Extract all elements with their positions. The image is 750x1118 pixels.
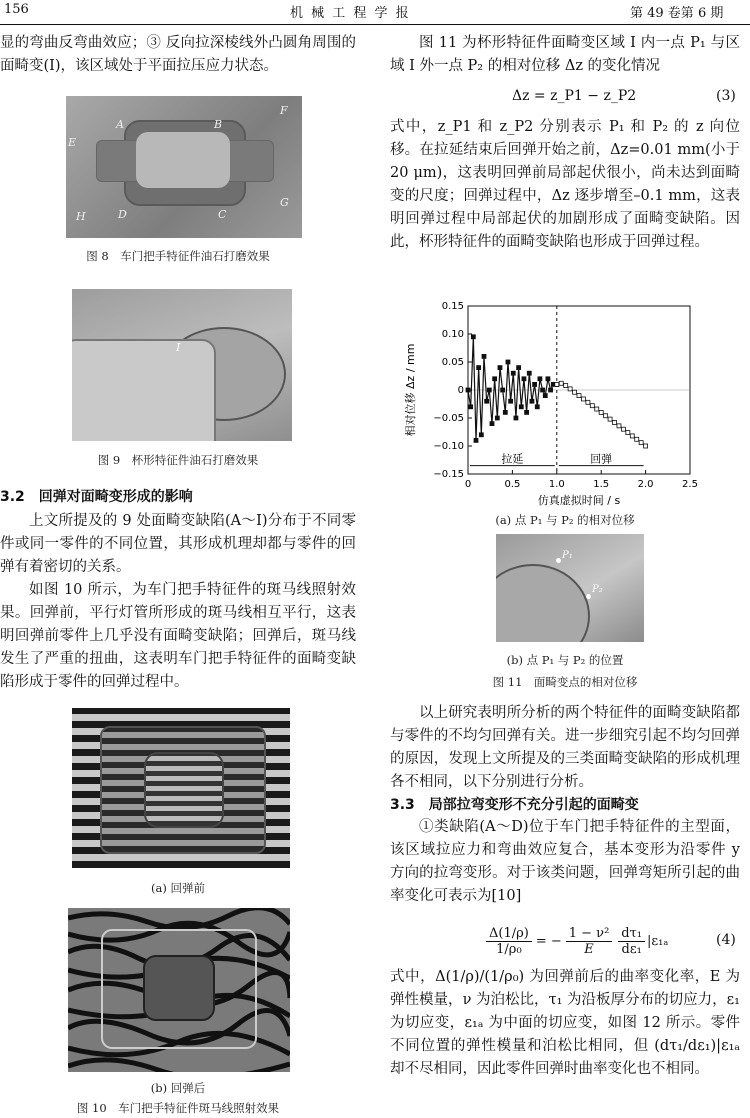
paragraph: 图 11 为杯形特征件面畸变区域 I 内一点 P₁ 与区域 I 外一点 P₂ 的相对位移 Δz 的变化情况 xyxy=(390,35,740,74)
header-rule xyxy=(0,24,750,25)
eq4-frac2-num: 1 − ν² xyxy=(566,926,613,942)
series-point xyxy=(511,371,515,375)
paragraph: 如图 10 所示，为车门把手特征件的斑马线照射效果。回弹前，平行灯管所形成的斑马线相互平行，这表明回弹前零件上几乎没有面畸变缺陷；回弹后，斑马线发生了严重的扭曲，这表明车门把手特征件的面畸变缺陷形成于零件的回弹过程中。 xyxy=(0,582,356,690)
series-point xyxy=(635,437,639,441)
series-point xyxy=(621,427,625,431)
x-axis-label: 仿真虚拟时间 / s xyxy=(537,494,621,507)
paragraph: 式中，z_P1 和 z_P2 分别表示 P₁ 和 P₂ 的 z 向位移。在拉延结束后回弹开始之前，Δz=0.01 mm(小于 20 μm)，这表明回弹前局部起伏很小，尚未达到面畸变的尺度；回弹过程中，Δz 逐步增至–0.1 mm，这表明回弹过程中局部起伏的加剧形成了面畸变缺陷。因此，杯形特征件的面畸变缺陷也形成于回弹过程。 xyxy=(390,119,740,250)
equation-4-number: (4) xyxy=(716,932,736,948)
fig8-label-c: C xyxy=(218,208,227,221)
fig8-caption: 图 8 车门把手特征件油石打磨效果 xyxy=(86,249,270,263)
series-point xyxy=(527,371,531,375)
fig9-caption: 图 9 杯形特征件油石打磨效果 xyxy=(97,453,259,467)
paragraph: 上文所提及的 9 处面畸变缺陷(A～I)分布于不同零件或同一零件的不同位置，其形成机理却都与零件的回弹有着密切的关系。 xyxy=(0,513,356,575)
x-tick-label: 0 xyxy=(464,479,472,490)
series-point xyxy=(573,390,577,394)
fig11-caption: 图 11 面畸变点的相对位移 xyxy=(492,675,638,689)
journal-name: 机 械 工 程 学 报 xyxy=(290,6,411,21)
series-point xyxy=(517,366,521,370)
series-point xyxy=(495,416,499,420)
series-point xyxy=(608,417,612,421)
eq4-tail: |ε₁ₐ xyxy=(647,933,669,949)
series-point xyxy=(564,384,568,388)
left-column-body xyxy=(0,486,356,694)
series-point xyxy=(626,431,630,435)
fig11a-chart xyxy=(400,296,710,528)
x-tick-label: 2.5 xyxy=(682,479,698,490)
series-point xyxy=(604,414,608,418)
fig8-label-g: G xyxy=(280,196,289,209)
x-tick-label: 1.0 xyxy=(548,479,565,490)
right-column-body-3 xyxy=(390,966,740,1081)
series-point xyxy=(493,377,497,381)
series-point xyxy=(538,377,542,381)
paragraph: ①类缺陷(A～D)位于车门把手特征件的主型面，该区域拉应力和弯曲效应复合，基本变形为沿零件 y 方向的拉弯变形。对于该类问题，回弹弯矩所引起的曲率变化可表示为[10] xyxy=(390,819,740,904)
eq4-frac3-den: dε₁ xyxy=(621,941,642,957)
series-point xyxy=(485,399,489,403)
fig8-label-h: H xyxy=(76,210,86,223)
fig8-label-d: D xyxy=(118,208,127,221)
fig8-label-a: A xyxy=(116,118,124,131)
fig9-photo xyxy=(72,289,292,441)
series-point xyxy=(501,388,505,392)
series-point xyxy=(514,416,518,420)
series-point xyxy=(549,388,553,392)
fig11a-caption: (a) 点 P₁ 与 P₂ 的相对位移 xyxy=(495,513,635,527)
equation-4 xyxy=(486,918,668,964)
paragraph: 式中，Δ(1/ρ)/(1/ρ₀) 为回弹前后的曲率变化率，E 为弹性模量，ν 为泊松比，τ₁ 为沿板厚分布的切应力，ε₁ 为切应变，ε₁ₐ 为中面的切应变，如图 12 所示。零件不同位置的弹性模量和泊松比相同，但 (dτ₁/dε₁)|ε₁ₐ 却不尽相同，因此零件回弹时曲率变化也不相同。 xyxy=(390,969,740,1077)
series-point xyxy=(471,335,475,339)
series-point xyxy=(509,399,513,403)
y-tick-label: 0 xyxy=(457,385,464,396)
series-point xyxy=(506,360,510,364)
series-point xyxy=(490,422,494,426)
x-tick-label: 1.5 xyxy=(593,479,610,490)
eq4-frac1-num: Δ(1/ρ) xyxy=(486,926,532,942)
series-point xyxy=(482,354,486,358)
y-axis-label: 相对位移 Δz / mm xyxy=(404,343,417,437)
fig8-label-f: F xyxy=(280,104,288,117)
series-point xyxy=(586,400,590,404)
y-tick-label: −0.05 xyxy=(433,413,464,424)
section-3-2-heading: 3.2 回弹对面畸变形成的影响 xyxy=(0,489,193,505)
series-point xyxy=(546,377,550,381)
fig10a-zebra-before xyxy=(72,708,290,868)
series-point xyxy=(530,399,534,403)
series-point xyxy=(466,388,470,392)
fig10a-caption: (a) 回弹前 xyxy=(151,881,205,895)
eq4-frac3-num: dτ₁ xyxy=(618,926,645,942)
series-point xyxy=(479,433,483,437)
series-point xyxy=(581,397,585,401)
series-point xyxy=(477,366,481,370)
fig10b-distorted-stripes xyxy=(68,908,290,1072)
paragraph: 显的弯曲反弯曲效应；③ 反向拉深棱线外凸圆角周围的面畸变(I)，该区域处于平面拉压应力状态。 xyxy=(0,35,356,74)
left-column xyxy=(0,32,356,80)
running-header xyxy=(0,0,750,24)
equation-3: Δz = z_P1 − z_P2 xyxy=(512,88,637,104)
series-point xyxy=(503,410,507,414)
series-point xyxy=(613,420,617,424)
series-point xyxy=(522,377,526,381)
y-tick-label: 0.05 xyxy=(441,357,464,368)
phase-label-springback: 回弹 xyxy=(590,452,613,466)
fig9-label-i: I xyxy=(176,341,181,354)
series-point xyxy=(555,382,559,386)
right-column-body-1 xyxy=(390,116,740,254)
series-point xyxy=(469,405,473,409)
series-point xyxy=(639,441,643,445)
page-number: 156 xyxy=(4,2,29,17)
eq4-frac2-den: E xyxy=(584,941,594,957)
x-tick-label: 0.5 xyxy=(504,479,521,490)
equation-3-number: (3) xyxy=(716,88,736,104)
fig11b-photo xyxy=(496,534,644,642)
series-point xyxy=(535,405,539,409)
series-point xyxy=(543,394,547,398)
x-tick-label: 2.0 xyxy=(637,479,654,490)
series-point xyxy=(487,388,491,392)
right-column-body-2 xyxy=(390,702,740,908)
fig11b-label-p2: P₂ xyxy=(592,584,603,595)
fig10b-zebra-after xyxy=(68,908,290,1072)
series-point xyxy=(617,424,621,428)
y-tick-label: 0.10 xyxy=(441,329,464,340)
series-point xyxy=(559,381,563,385)
volume-issue: 第 49 卷第 6 期 xyxy=(630,6,724,21)
right-column xyxy=(390,32,740,78)
eq4-frac1-den: 1/ρ₀ xyxy=(496,941,522,957)
eq4-equals: = − xyxy=(535,933,562,949)
section-3-3-heading: 3.3 局部拉弯变形不充分引起的面畸变 xyxy=(390,797,639,813)
y-tick-label: 0.15 xyxy=(441,301,464,312)
fig10-caption: 图 10 车门把手特征件斑马线照射效果 xyxy=(76,1101,280,1115)
series-point xyxy=(630,434,634,438)
fig8-photo xyxy=(66,96,302,238)
series-point xyxy=(644,444,648,448)
series-point xyxy=(595,407,599,411)
phase-label-drawing: 拉延 xyxy=(501,452,524,466)
series-point xyxy=(590,404,594,408)
series-point xyxy=(568,387,572,391)
series-point xyxy=(474,438,478,442)
y-tick-label: −0.10 xyxy=(433,441,464,452)
series-point xyxy=(599,410,603,414)
series-point xyxy=(525,410,529,414)
paragraph: 以上研究表明所分析的两个特征件的面畸变缺陷都与零件的不均匀回弹有关。进一步细究引起不均匀回弹的原因，发现上文所提及的三类面畸变缺陷的形成机理各不相同，以下分别进行分析。 xyxy=(390,705,740,790)
series-point xyxy=(519,405,523,409)
series-point xyxy=(533,382,537,386)
fig8-label-b: B xyxy=(214,118,223,131)
series-point xyxy=(541,388,545,392)
fig8-label-e: E xyxy=(68,136,77,149)
fig11b-caption: (b) 点 P₁ 与 P₂ 的位置 xyxy=(506,653,624,667)
fig11b-label-p1: P₁ xyxy=(562,550,573,561)
y-tick-label: −0.15 xyxy=(433,469,464,480)
fig10b-caption: (b) 回弹后 xyxy=(150,1081,206,1095)
series-point xyxy=(577,394,581,398)
series-point xyxy=(498,366,502,370)
